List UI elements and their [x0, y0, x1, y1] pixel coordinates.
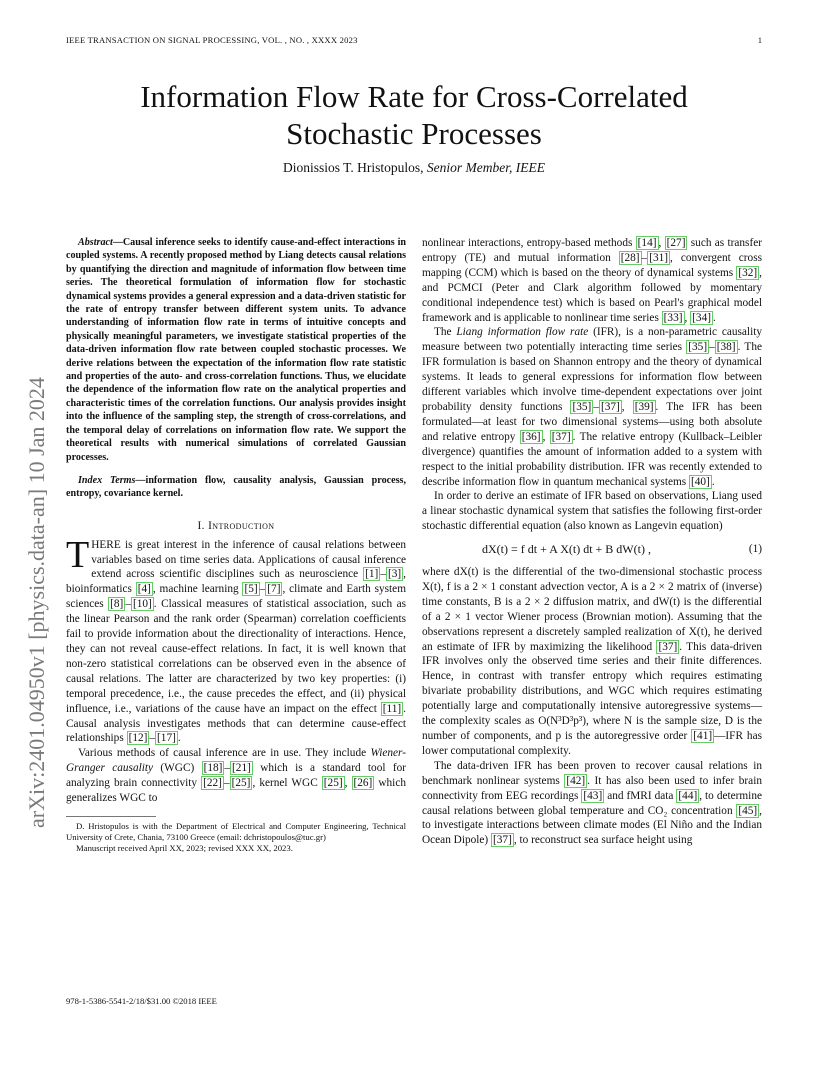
citation-link[interactable]: [3] — [387, 568, 402, 581]
text: , to determine causal relations between global temperature and CO₂ concentration — [422, 789, 762, 817]
citation-link[interactable]: [37] — [551, 430, 571, 443]
text: – — [149, 732, 156, 745]
text: , climate and Earth system sciences — [66, 583, 406, 611]
text: , to investigate interactions between climate modes (El Niño and the Indian Ocean Dipole) — [422, 804, 762, 847]
citation-link[interactable]: [25] — [231, 777, 251, 790]
equation-body: dX(t) = f dt + A X(t) dt + B dW(t) , — [482, 542, 651, 557]
paper-title — [66, 78, 762, 152]
text: . — [177, 732, 181, 745]
citation-link[interactable]: [8] — [110, 598, 124, 611]
text: HERE is great interest in the inference of causal relations between variables based on time series data. Applications of causal inference extend across scientific disciplines such as neuroscience — [91, 538, 406, 581]
abstract-text: —Causal inference seeks to identify cause-and-effect interactions in coupled systems. A recently proposed method by Liang detects causal relations by quantifying the direction and magnitude of information flow between time series. The theoretical formulation of information flow for stochastic dynamical systems provides a general expression and a data-driven statistic for the rate of entropy transfer between different system units. To advance understanding of information flow rate in terms of intuitive concepts and physically meaningful parameters, we investigate statistical properties of the data-driven information flow rate between coupled stochastic processes. We derive relations between the expectation of the information flow rate statistic and properties of the auto- and cross-correlation functions. Thus, we elucidate the dependence of the information flow rate on the analytical properties and characteristic times of the correlation functions. Our analysis provides insight into the influence of the sampling step, the strength of cross-correlations, and the temporal delay of correlations on information flow rate. We support the theoretical results with numerical simulations of correlated Gaussian processes. — [66, 237, 407, 463]
footnote-affiliation: D. Hristopulos is with the Department of Electrical and Computer Engineering, Technical University of Crete, Chania, 73100 Greece (email: dchristopoulos@tuc.gr) — [66, 820, 406, 843]
text: , — [542, 430, 550, 443]
text: . Classical measures of statistical association, such as the linear Pearson and the rank order (Spearman) correlation coefficients fail to provide information about the directionality of interactions. Hence, they can not reveal cause-effect relations. In fact, it is well known that non-zero statistical correlations can be observed even in the absence of causal relations. The latter are characterized by two key properties: (i) temporal precedence, i.e., the cause precedes the effect, and (ii) physical influence, i.e., variations of the cause have an impact on the effect — [66, 598, 406, 715]
text: which generalizes WGC to — [66, 777, 406, 805]
citation-link[interactable]: [38] — [716, 341, 736, 354]
right-paragraph-3: In order to derive an estimate of IFR based on observations, Liang used a linear stochastic dynamical system that satisfies the following first-order stochastic differential equation (also known as Langevin equation) — [422, 490, 762, 533]
citation-link[interactable]: [44] — [678, 789, 698, 802]
index-terms-text: —information flow, causality analysis, Gaussian process, entropy, covariance kernel. — [66, 474, 406, 500]
citation-link[interactable]: [40] — [690, 475, 710, 488]
citation-link[interactable]: [4] — [137, 583, 151, 596]
citation-link[interactable]: [35] — [688, 341, 708, 354]
text: (IFR), is a non-parametric causality measure between two potentially interacting time series — [422, 326, 762, 354]
citation-link[interactable]: [37] — [658, 640, 678, 653]
text: , convergent cross mapping (CCM) which is based on the theory of dynamical systems — [422, 251, 762, 279]
text: which is a standard tool for analyzing brain connectivity — [66, 762, 406, 790]
citation-link[interactable]: [18] — [203, 762, 223, 775]
text: , to reconstruct sea surface height using — [513, 834, 693, 847]
citation-link[interactable]: [10] — [132, 598, 152, 611]
author-name: Dionissios T. Hristopulos, — [283, 160, 424, 175]
page-number: 1 — [757, 35, 762, 45]
right-paragraph-5 — [422, 759, 762, 848]
text: and fMRI data — [604, 789, 677, 802]
intro-paragraph-2 — [66, 746, 406, 806]
citation-link[interactable]: [5] — [244, 583, 258, 596]
abstract — [66, 236, 406, 464]
text: , — [684, 311, 691, 324]
text: , kernel WGC — [252, 777, 322, 790]
text: . The IFR formulation is based on Shannon entropy and the theory of dynamical systems. It leads to general expressions for information flow between different variables which involve time-dependent expectations over joint probability density functions — [422, 341, 762, 413]
citation-link[interactable]: [35] — [572, 400, 592, 413]
text: such as transfer entropy (TE) and mutual information — [422, 237, 762, 264]
intro-paragraph-1 — [66, 533, 406, 747]
citation-link[interactable]: [37] — [493, 834, 512, 847]
text: , — [658, 237, 665, 249]
citation-link[interactable]: [17] — [157, 732, 176, 745]
right-paragraph-4 — [422, 565, 762, 759]
right-column — [422, 236, 762, 848]
citation-link[interactable]: [33] — [663, 311, 683, 324]
equation-1 — [422, 542, 762, 557]
author-membership: Senior Member, IEEE — [426, 160, 545, 175]
text: . This data-driven IFR involves only the observed time series and their finite differences. Hence, in contrast with transfer entropy which requires estimating bivariate probability distributions, and WGC which requires estimating potentially large and computationally intensive autoregressive systems—the complexity scales as O(N³D³p³), where N is the sample size, D is the number of components, and p is the autoregressive order — [422, 640, 762, 742]
index-terms — [66, 474, 406, 501]
citation-link[interactable]: [37] — [600, 400, 620, 413]
text: – — [641, 251, 648, 264]
text: . It has also been used to infer brain connectivity from EEG recordings — [422, 774, 762, 802]
text: , — [344, 777, 352, 790]
title-line-2: Stochastic Processes — [286, 116, 542, 151]
text: . Causal analysis investigates methods that can determine cause-effect relationships — [66, 702, 406, 745]
citation-link[interactable]: [25] — [323, 777, 343, 790]
author-line — [66, 160, 762, 176]
text: – — [380, 568, 386, 581]
citation-link[interactable]: [36] — [521, 430, 541, 443]
drop-cap: T — [66, 533, 90, 576]
citation-link[interactable]: [21] — [232, 762, 251, 775]
citation-link[interactable]: [27] — [666, 237, 686, 249]
text: . The relative entropy (Kullback–Leibler divergence) quantifies the amount of information added to a system with respect to the initial probability distribution. IFR was recently extended to describe information flow in quantum mechanical systems — [422, 430, 762, 488]
copyright-footer: 978-1-5386-5541-2/18/$31.00 ©2018 IEEE — [66, 996, 217, 1006]
text: – — [223, 777, 230, 790]
text: – — [125, 598, 131, 611]
citation-link[interactable]: [34] — [692, 311, 711, 324]
text: , bioinformatics — [66, 568, 406, 596]
text: —IFR has lower computational complexity. — [422, 730, 762, 757]
text: The data-driven IFR has been proven to recover causal relations in benchmark nonlinear systems — [422, 759, 762, 787]
text: . — [712, 311, 716, 324]
citation-link[interactable]: [28] — [620, 251, 640, 264]
text: nonlinear interactions, entropy-based methods — [422, 237, 636, 249]
footnote-divider — [66, 816, 156, 817]
text: , and PCMCI (Peter and Clark algorithm followed by momentary conditional independence test) which is based on Pearl's graphical model framework and is applicable to nonlinear time series — [422, 266, 762, 324]
left-column — [66, 236, 406, 855]
text: (WGC) — [153, 762, 202, 775]
citation-link[interactable]: [1] — [365, 568, 379, 581]
title-line-1: Information Flow Rate for Cross-Correlated — [140, 79, 688, 114]
text: . — [711, 475, 715, 488]
text: The — [434, 326, 457, 339]
citation-link[interactable]: [26] — [353, 777, 373, 790]
text: , machine learning — [152, 583, 243, 596]
emphasis: Wiener-Granger causality — [66, 747, 406, 775]
text: Various methods of causal inference are in use. They include — [78, 747, 371, 760]
index-terms-label: Index Terms — [78, 474, 136, 486]
text: where dX(t) is the differential of the two-dimensional stochastic process X(t), f is a 2 × 1 constant advection vector, A is a 2 × 2 matrix of (inverse) time constants, B is a 2 × 2 diffusion matrix, and dW(t) is the differential of a 2 × 1 vector Wiener process (Brownian motion). Assuming that the observations represent a discretely sampled realization of X(t), he derived an estimate of IFR by maximizing the likelihood — [422, 566, 762, 653]
right-paragraph-2 — [422, 325, 762, 489]
running-header: IEEE TRANSACTION ON SIGNAL PROCESSING, VOL. , NO. , XXXX 2023 — [66, 35, 358, 45]
citation-link[interactable]: [12] — [128, 732, 148, 745]
text: – — [224, 762, 231, 775]
abstract-label: Abstract — [78, 237, 113, 248]
text: , — [621, 400, 633, 413]
text: – — [709, 341, 715, 354]
citation-link[interactable]: [14] — [637, 237, 657, 249]
citation-link[interactable]: [22] — [203, 777, 222, 790]
citation-link[interactable]: [7] — [267, 583, 281, 596]
text: – — [593, 400, 599, 413]
section-heading-introduction: I. Introduction — [197, 519, 275, 532]
citation-link[interactable]: [31] — [649, 251, 669, 264]
citation-link[interactable]: [43] — [583, 789, 603, 802]
emphasis: Liang information flow rate — [456, 326, 589, 339]
citation-link[interactable]: [39] — [634, 400, 654, 413]
citation-link[interactable]: [45] — [738, 804, 758, 817]
text: – — [259, 583, 266, 596]
right-paragraph-1 — [422, 236, 762, 325]
text: . The IFR has been formulated—at least for two dimensional systems—using both absolute and relative entropy — [422, 400, 762, 443]
equation-number: (1) — [748, 543, 762, 556]
citation-link[interactable]: [11] — [382, 702, 402, 715]
citation-link[interactable]: [32] — [738, 266, 758, 279]
citation-link[interactable]: [41] — [693, 730, 713, 742]
footnote-manuscript: Manuscript received April XX, 2023; revised XXX XX, 2023. — [76, 843, 293, 854]
citation-link[interactable]: [42] — [566, 774, 586, 787]
arxiv-identifier[interactable]: arXiv:2401.04950v1 [physics.data-an] 10 Jan 2024 — [24, 377, 49, 828]
